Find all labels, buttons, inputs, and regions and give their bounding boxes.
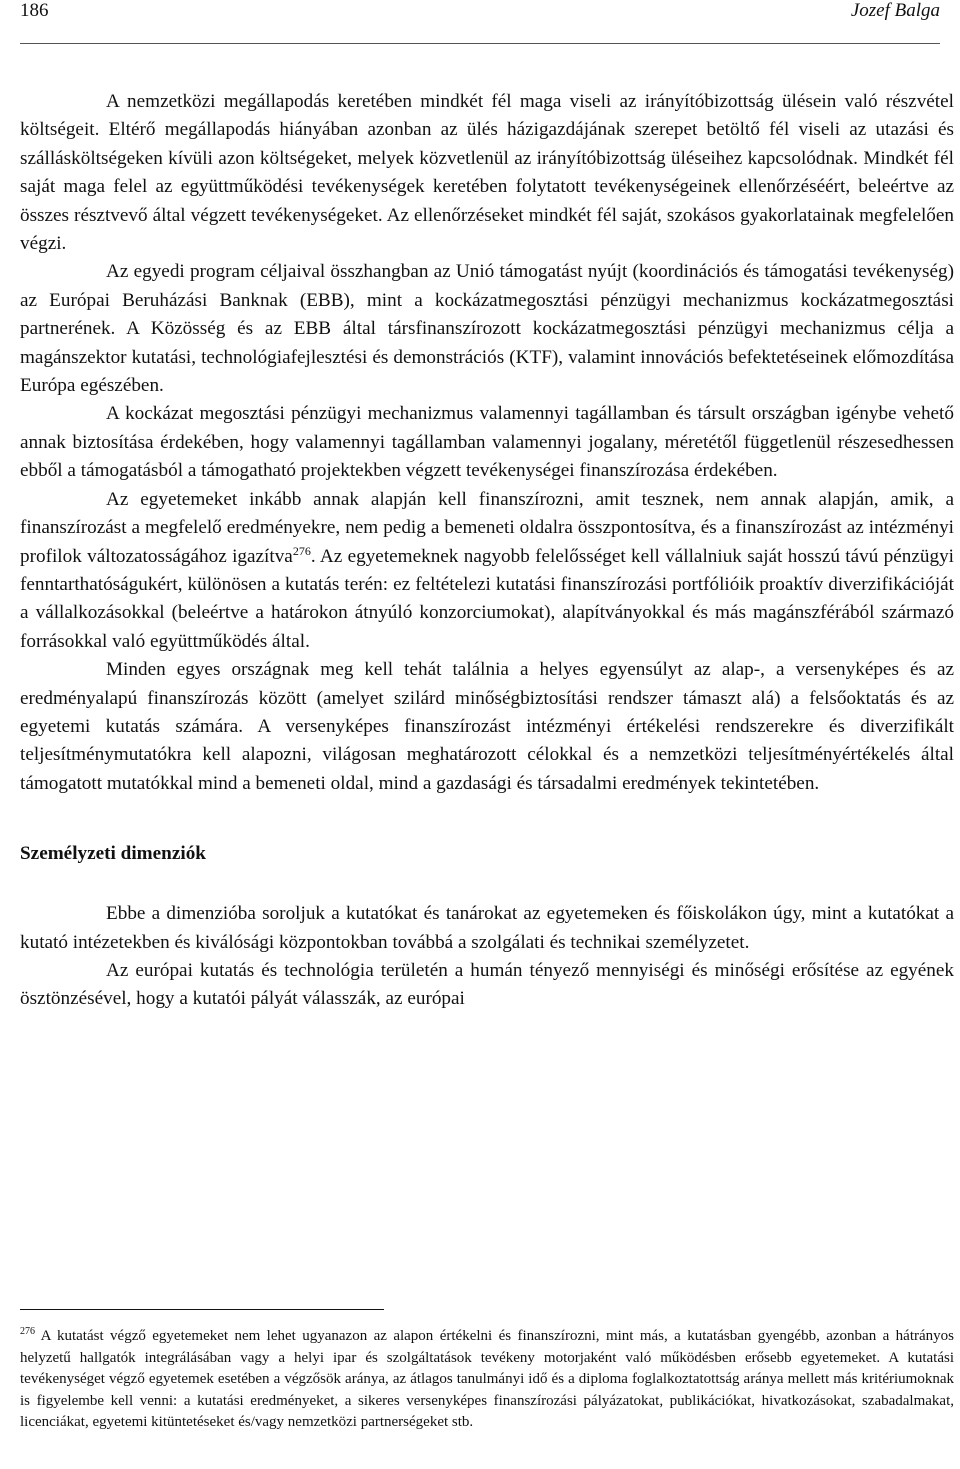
paragraph-university-funding-start: Az egyetemeket inkább annak alapján kell finanszírozni, amit tesznek, nem annak alapján, amik, a finanszírozást a megfelelő eredményekre, nem pedig a bemeneti oldalra összpontosítva, és a finanszírozást az intézményi profilok változatosságához igazítva [20,488,954,567]
footnote-reference[interactable]: 276 [292,543,311,558]
paragraph-risk-sharing: A kockázat megosztási pénzügyi mechanizmus valamennyi tagállamban és társult országban igénybe vehető annak biztosítása érdekében, hogy valamennyi tagállamban valamennyi jogalany, méretétől függetlenül részesedhessen ebből a támogatásból a támogatható projektekben végzett tevékenységei finanszírozása érdekében. [20,403,954,482]
paragraph-cost-sharing: A nemzetközi megállapodás keretében mindkét fél maga viseli az irányítóbizottság ülésein való részvétel költségeit. Eltérő megállapodás hiányában azonban az ülés házigazdájának szerepet betöltő fél viseli az utazási és szállásköltségeken kívüli azon költségeket, melyek közvetlenül az irányítóbizottság üléseihez kapcsolódnak. Mindkét fél saját maga felel az együttműködési tevékenységek keretében folytatott tevékenységeinek ellenőrzéséért, beleértve az összes résztvevő által végzett tevékenységeket. Az ellenőrzéseket mindkét fél saját, szokásos gyakorlatainak megfelelően végzi. [20,91,954,255]
page-header [20,0,940,38]
footnote-separator [20,1309,384,1310]
running-head-author: Jozef Balga [850,0,940,21]
page-number: 186 [20,0,49,21]
header-rule [20,43,940,44]
paragraph-human-factor: Az európai kutatás és technológia területén a humán tényező mennyiségi és minőségi erősítése az egyének ösztönzésével, hogy a kutatói pályát válasszák, az európai [20,959,954,1010]
paragraph-university-funding-end: . Az egyetemeknek nagyobb felelősséget kell vállalniuk saját hosszú távú pénzügyi fenntarthatóságukért, különösen a kutatás terén: ez feltételezi kutatási finanszírozási portfólióik proaktív diverzifikációját a vállalkozásokkal (beleértve a határokon átnyúló konzorciumokat), alapítványokkal és más magánszférából származó forrásokkal való együttműködés által. [20,545,954,652]
footnote-number: 276 [20,1326,35,1337]
page-body [20,88,954,1014]
paragraph-ebb-support: Az egyedi program céljaival összhangban az Unió támogatást nyújt (koordinációs és támogatási tevékenység) az Európai Beruházási Banknak (EBB), mint a kockázatmegosztási pénzügyi mechanizmus kockázatmegosztási partnerének. A Közösség és az EBB által társfinanszírozott kockázatmegosztási pénzügyi mechanizmus célja a magánszektor kutatási, technológiafejlesztési és demonstrációs (KTF), valamint innovációs befektetéseinek előmozdítása Európa egészében. [20,261,954,397]
footnote-text: A kutatást végző egyetemeket nem lehet ugyanazon az alapon értékelni és finanszírozni, mint más, a kutatásban gyengébb, azonban a hátrányos helyzetű hallgatók integrálásában vagy a helyi ipar és szolgáltatások tevékeny motorjaként való működésben erősebb egyetemeket. A kutatási tevékenységet végző egyetemek esetében a végzősök aránya, az átlagos tanulmányi idő és a diploma foglalkoztatottság aránya mellett más kritériumoknak is figyelembe kell venni: a kutatási eredményeket, a sikeres versenyképes finanszírozási pályázatokat, publikációkat, hivatkozásokat, szabadalmakat, licenciákat, egyetemi kitüntetéseket és/vagy nemzetközi partnerségeket stb. [20,1328,954,1431]
paragraph-staff-dimension: Ebbe a dimenzióba soroljuk a kutatókat és tanárokat az egyetemeken és főiskolákon úgy, mint a kutatókat a kutató intézetekben és kiválósági központokban továbbá a szolgálati és technikai személyzetet. [20,903,954,953]
footnote [20,1326,954,1434]
paragraph-funding-balance: Minden egyes országnak meg kell tehát találnia a helyes egyensúlyt az alap-, a versenyképes és az eredményalapú finanszírozás között (amelyet szilárd minőségbiztosítási rendszer támaszt alá) a felsőoktatás és az egyetemi kutatás számára. A versenyképes finanszírozást intézményi értékelési rendszerekre és diverzifikált teljesítménymutatókra kell alapozni, világosan meghatározott célokkal és a nemzetközi teljesítményértékelés által támogatott mutatókkal mind a bemeneti oldal, mind a gazdasági és társadalmi eredmények tekintetében. [20,659,954,794]
paragraph-university-funding [20,486,954,656]
section-heading: Személyzeti dimenziók [20,843,206,865]
